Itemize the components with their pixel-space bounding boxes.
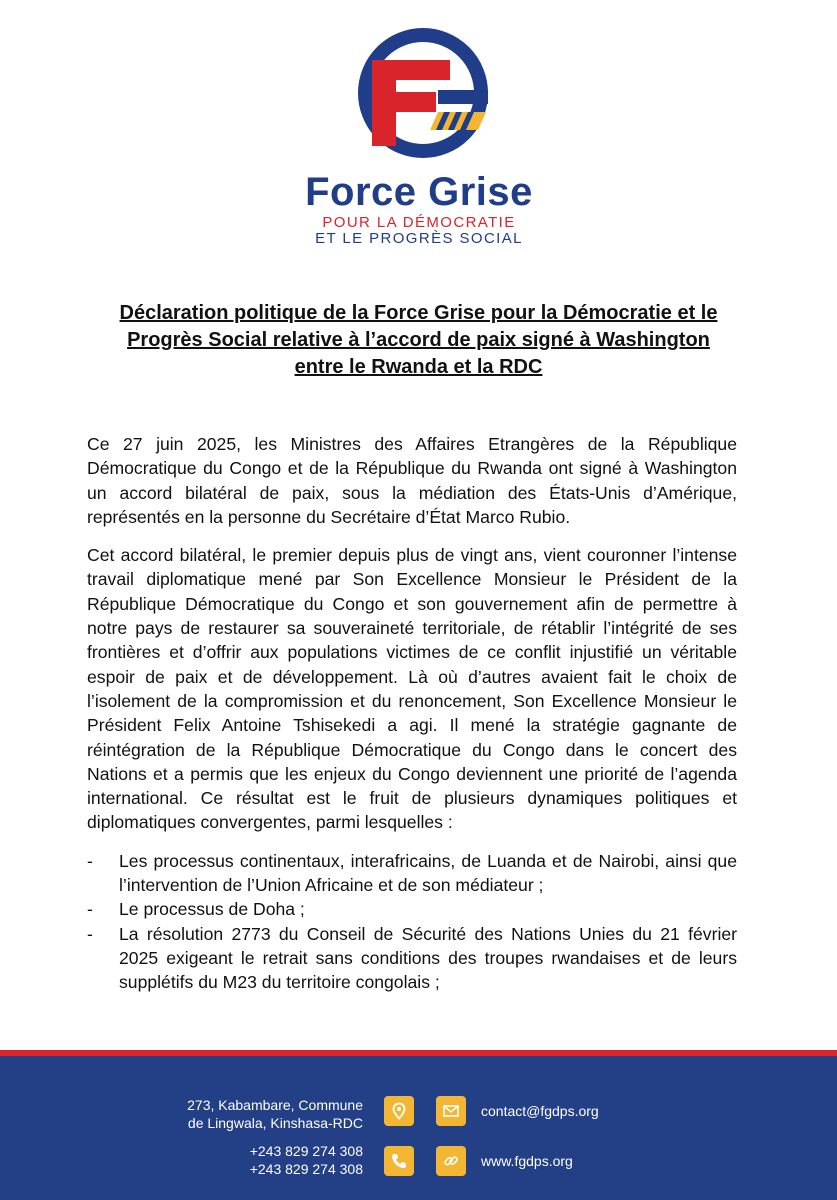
phone-number: +243 829 274 308 <box>249 1143 363 1159</box>
list-item <box>87 849 737 898</box>
phone-icon <box>384 1146 414 1176</box>
email-icon <box>436 1096 466 1126</box>
bullet-marker: - <box>87 923 93 944</box>
address-line: de Lingwala, Kinshasa-RDC <box>187 1115 363 1131</box>
paragraph: Cet accord bilatéral, le premier depuis plus de vingt ans, vient couronner l’intense travail diplomatique mené par Son Excellence Monsieur le Président de la République Démocratique du Congo et son gouvernement afin de permettre à notre pays de restaurer sa souveraineté territoriale, de rétablir l’intégrité de ses frontières et d’offrir aux populations victimes de ce conflit injustifié un véritable espoir de paix et de développement. Là où d’autres avaient fait le choix de l’isolement de la compromission et du renoncement, Son Excellence Monsieur le Président Felix Antoine Tshisekedi a agi. Il mené la stratégie gagnante de réintégration de la République Démocratique du Congo dans le concert des Nations et a permis que les enjeux du Congo deviennent une priorité de l’agenda international. Ce résultat est le fruit de plusieurs dynamiques politiques et diplomatiques convergentes, parmi lesquelles : <box>87 545 737 833</box>
logo-tagline-line2: ET LE PROGRÈS SOCIAL <box>315 230 523 247</box>
logo-tagline-line1: POUR LA DÉMOCRATIE <box>322 214 516 231</box>
list-item <box>87 922 737 995</box>
location-pin-icon <box>384 1096 414 1126</box>
document-body <box>87 432 737 995</box>
footer-email[interactable]: contact@fgdps.org <box>481 1103 599 1119</box>
footer-address <box>120 1096 363 1132</box>
title-line: Progrès Social relative à l’accord de paix signé à Washington <box>127 329 710 351</box>
phone-number: +243 829 274 308 <box>249 1161 363 1177</box>
organization-logo <box>280 28 560 247</box>
list-item-text: Les processus continentaux, interafricains, de Luanda et de Nairobi, ainsi que l’intervention de l’Union Africaine et de son médiateur ; <box>119 850 737 896</box>
footer <box>0 1056 837 1200</box>
list-item-text: La résolution 2773 du Conseil de Sécurité des Nations Unies du 21 février 2025 exigeant le retrait sans conditions des troupes rwandaises et de leurs supplétifs du M23 du territoire congolais ; <box>119 923 737 993</box>
force-grise-logo-mark <box>338 28 508 158</box>
bullet-marker: - <box>87 899 93 920</box>
link-icon <box>436 1146 466 1176</box>
footer-website[interactable]: www.fgdps.org <box>481 1153 573 1169</box>
list-item-text: Le processus de Doha ; <box>119 899 305 920</box>
logo-wordmark: Force Grise <box>305 170 533 214</box>
list-item <box>87 897 737 921</box>
title-line: entre le Rwanda et la RDC <box>294 356 543 378</box>
address-line: 273, Kabambare, Commune <box>187 1097 363 1113</box>
bullet-list <box>87 849 737 995</box>
paragraph: Ce 27 juin 2025, les Ministres des Affaires Etrangères de la République Démocratique du Congo et de la République du Rwanda ont signé à Washington un accord bilatéral de paix, sous la médiation des États-Unis d’Amérique, représentés en la personne du Secrétaire d’État Marco Rubio. <box>87 434 737 527</box>
footer-phones <box>120 1142 363 1178</box>
bullet-marker: - <box>87 850 93 871</box>
document-title <box>72 300 765 381</box>
title-line: Déclaration politique de la Force Grise pour la Démocratie et le <box>119 302 718 324</box>
